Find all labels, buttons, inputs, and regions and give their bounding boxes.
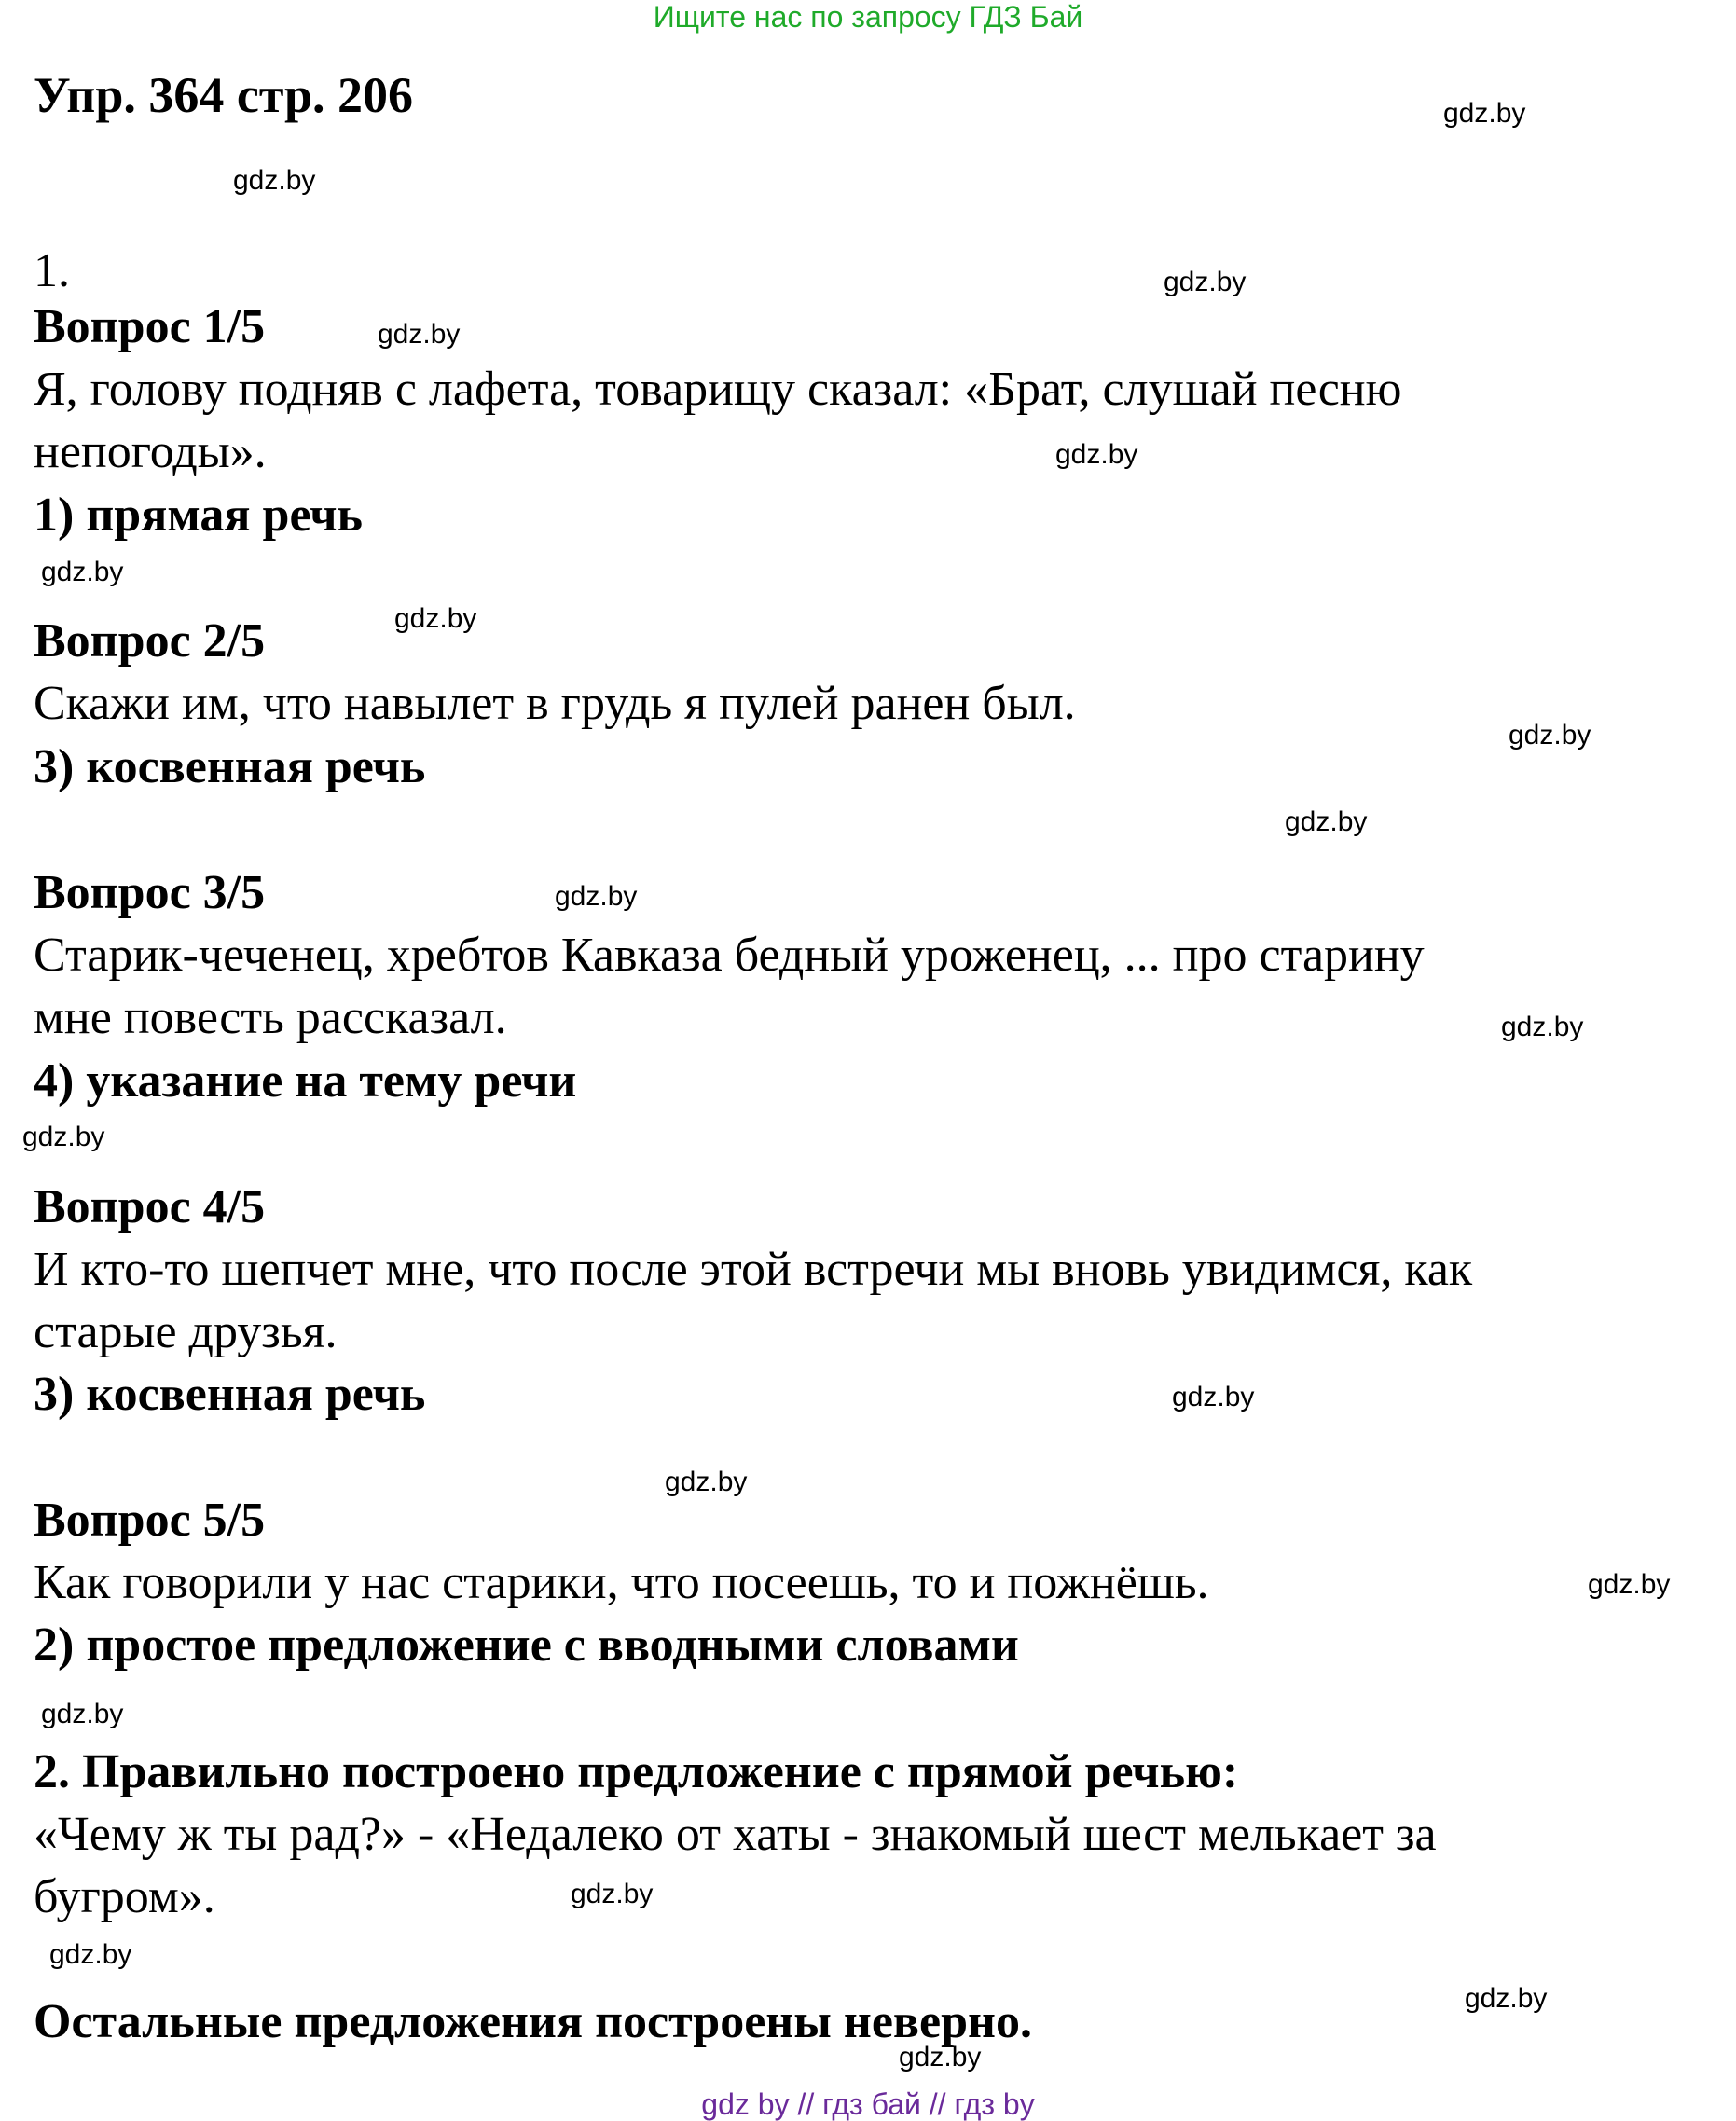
question-2-label: Вопрос 2/5 — [34, 614, 266, 668]
question-1-text-line-1: Я, голову подняв с лафета, товарищу сказал: «Брат, слушай песню — [34, 363, 1402, 416]
page-title: Упр. 364 стр. 206 — [34, 67, 414, 123]
question-4-text-line-2: старые друзья. — [34, 1305, 338, 1358]
section-2-heading: 2. Правильно построено предложение с прямой речью: — [34, 1745, 1239, 1798]
question-3-text-line-2: мне повесть рассказал. — [34, 991, 507, 1044]
watermark: gdz.by — [1285, 806, 1368, 837]
question-3-answer: 4) указание на тему речи — [34, 1054, 577, 1108]
watermark: gdz.by — [899, 2042, 982, 2073]
question-5-label: Вопрос 5/5 — [34, 1494, 266, 1547]
section-2-text-line-2: бугром». — [34, 1870, 215, 1923]
section-2-conclusion: Остальные предложения построены неверно. — [34, 1995, 1032, 2048]
question-3-text-line-1: Старик-чеченец, хребтов Кавказа бедный уроженец, ... про старину — [34, 929, 1425, 982]
question-4-label: Вопрос 4/5 — [34, 1180, 266, 1233]
watermark: gdz.by — [1443, 98, 1526, 129]
question-3-label: Вопрос 3/5 — [34, 866, 266, 919]
watermark: gdz.by — [571, 1879, 654, 1909]
question-1-answer: 1) прямая речь — [34, 489, 364, 542]
watermark: gdz.by — [394, 603, 477, 634]
question-2-text-line-1: Скажи им, что навылет в грудь я пулей ранен был. — [34, 677, 1076, 730]
question-1-label: Вопрос 1/5 — [34, 300, 266, 353]
question-4-text-line-1: И кто-то шепчет мне, что после этой встречи мы вновь увидимся, как — [34, 1243, 1473, 1296]
question-5-text-line-1: Как говорили у нас старики, что посеешь, то и пожнёшь. — [34, 1556, 1209, 1609]
watermark: gdz.by — [555, 881, 638, 912]
watermark: gdz.by — [1055, 439, 1138, 470]
watermark: gdz.by — [1164, 267, 1247, 297]
search-hint-banner: Ищите нас по запросу ГДЗ Бай — [653, 0, 1083, 34]
watermark: gdz.by — [1172, 1382, 1255, 1412]
watermark: gdz.by — [41, 1699, 124, 1729]
watermark: gdz.by — [49, 1939, 132, 1970]
watermark: gdz.by — [665, 1467, 748, 1497]
section-2-text-line-1: «Чему ж ты рад?» - «Недалеко от хаты - знакомый шест мелькает за — [34, 1808, 1437, 1861]
question-5-answer: 2) простое предложение с вводными словами — [34, 1618, 1019, 1672]
question-2-answer: 3) косвенная речь — [34, 740, 426, 793]
watermark: gdz.by — [1509, 720, 1591, 751]
watermark: gdz.by — [1465, 1983, 1548, 2014]
watermark: gdz.by — [378, 319, 461, 350]
footer-links: gdz by // гдз бай // гдз by — [701, 2087, 1035, 2121]
watermark: gdz.by — [22, 1122, 105, 1152]
section-1-number: 1. — [34, 244, 70, 297]
watermark: gdz.by — [41, 557, 124, 587]
watermark: gdz.by — [233, 165, 316, 196]
watermark: gdz.by — [1588, 1569, 1671, 1600]
question-4-answer: 3) косвенная речь — [34, 1368, 426, 1421]
question-1-text-line-2: непогоды». — [34, 425, 267, 478]
watermark: gdz.by — [1501, 1012, 1584, 1042]
